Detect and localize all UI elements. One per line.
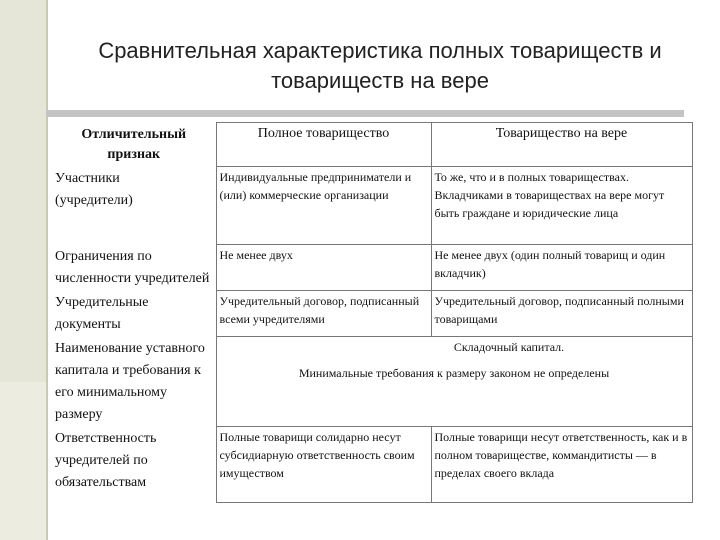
comparison-table bbox=[52, 122, 693, 503]
table-row bbox=[52, 427, 692, 503]
horizontal-accent-bar bbox=[46, 110, 684, 117]
row-feature-capital: Наименование уставного капитала и требования к его минимальному размеру bbox=[55, 340, 205, 422]
row-limited-count: Не менее двух (один полный товарищ и один вкладчик) bbox=[431, 245, 692, 291]
title-line-1: Сравнительная характеристика полных товариществ и bbox=[98, 38, 662, 63]
vertical-accent-line bbox=[46, 0, 48, 540]
header-feature: Отличительный признак bbox=[81, 126, 187, 162]
table-row bbox=[52, 337, 692, 427]
capital-type: Складочный капитал. bbox=[453, 340, 565, 354]
row-full-count: Не менее двух bbox=[216, 245, 431, 291]
header-limited-partnership: Товарищество на вере bbox=[431, 123, 692, 167]
row-feature-documents: Учредительные документы bbox=[55, 294, 149, 332]
table-row bbox=[52, 245, 692, 291]
row-capital-merged bbox=[216, 337, 692, 427]
row-feature-participants: Участники (учредители) bbox=[55, 170, 133, 208]
row-feature-count: Ограничения по численности учредителей bbox=[55, 248, 210, 286]
row-limited-participants: То же, что и в полных товариществах. Вкладчиками в товариществах на вере могут быть граждане и юридические лица bbox=[431, 167, 692, 245]
left-decor-bar-lower bbox=[0, 382, 46, 540]
left-decor-bar bbox=[0, 0, 46, 382]
row-full-documents: Учредительный договор, подписанный всеми учредителями bbox=[216, 291, 431, 337]
table-row bbox=[52, 291, 692, 337]
slide-title bbox=[60, 36, 700, 96]
row-limited-documents: Учредительный договор, подписанный полными товарищами bbox=[431, 291, 692, 337]
table-row bbox=[52, 167, 692, 245]
row-full-participants: Индивидуальные предприниматели и (или) коммерческие организации bbox=[216, 167, 431, 245]
header-full-partnership: Полное товарищество bbox=[216, 123, 431, 167]
row-feature-liability: Ответственность учредителей по обязательствам bbox=[55, 430, 157, 490]
title-line-2: товариществ на вере bbox=[271, 68, 489, 93]
row-full-liability: Полные товарищи солидарно несут субсидиарную ответственность своим имуществом bbox=[216, 427, 431, 503]
capital-requirements: Минимальные требования к размеру законом не определены bbox=[298, 366, 610, 380]
row-limited-liability: Полные товарищи несут ответственность, как и в полном товариществе, коммандитисты — в пределах своего вклада bbox=[431, 427, 692, 503]
table-header-row bbox=[52, 123, 692, 167]
